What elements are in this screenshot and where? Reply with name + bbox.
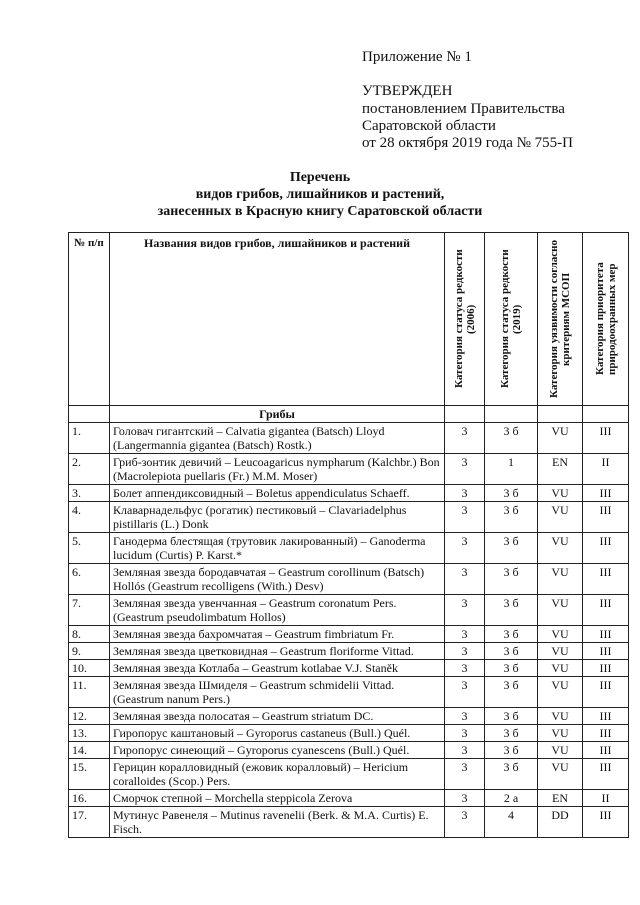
rarity-2006: 3 (445, 626, 485, 643)
rarity-2006: 3 (445, 660, 485, 677)
rarity-2019: 1 (485, 454, 538, 485)
iucn-category: VU (538, 502, 583, 533)
document-subtitle-2: занесенных в Красную книгу Саратовской области (157, 204, 483, 219)
species-name: Болет аппендиксовидный – Boletus appendiculatus Schaeff. (110, 485, 445, 502)
species-name: Гриб-зонтик девичий – Leucoagaricus nympharum (Kalchbr.) Bon (Macrolepiota puellaris (Fr.) M.M. Moser) (110, 454, 445, 485)
rarity-2019: 3 б (485, 595, 538, 626)
table-row (69, 708, 629, 725)
rarity-2006: 3 (445, 643, 485, 660)
priority-category: II (583, 454, 629, 485)
row-number: 8. (69, 626, 110, 643)
rarity-2006: 3 (445, 742, 485, 759)
table-row (69, 454, 629, 485)
species-name: Земляная звезда бахромчатая – Geastrum fimbriatum Fr. (110, 626, 445, 643)
rarity-2019: 3 б (485, 660, 538, 677)
table-row (69, 533, 629, 564)
rarity-2019: 3 б (485, 643, 538, 660)
col-header-rarity-2006: Категория статуса редкости (2006) (445, 233, 485, 406)
rarity-2019: 3 б (485, 423, 538, 454)
rarity-2006: 3 (445, 564, 485, 595)
iucn-category: VU (538, 759, 583, 790)
col-header-iucn: Категория уязвимости согласно критериям МСОП (538, 233, 583, 406)
rarity-2019: 3 б (485, 742, 538, 759)
rarity-2019: 3 б (485, 708, 538, 725)
priority-category: III (583, 502, 629, 533)
table-row (69, 502, 629, 533)
priority-category: III (583, 677, 629, 708)
row-number: 13. (69, 725, 110, 742)
rarity-2006: 3 (445, 708, 485, 725)
appendix-label: Приложение № 1 (362, 49, 472, 65)
row-number: 6. (69, 564, 110, 595)
iucn-category: VU (538, 485, 583, 502)
approved-line-2: Саратовской области (362, 118, 496, 134)
priority-category: II (583, 790, 629, 807)
rarity-2006: 3 (445, 595, 485, 626)
rarity-2019: 3 б (485, 725, 538, 742)
rarity-2006: 3 (445, 533, 485, 564)
priority-category: III (583, 595, 629, 626)
priority-category: III (583, 759, 629, 790)
rarity-2006: 3 (445, 423, 485, 454)
priority-category: III (583, 643, 629, 660)
table-row (69, 643, 629, 660)
row-number: 4. (69, 502, 110, 533)
rarity-2019: 3 б (485, 677, 538, 708)
rarity-2006: 3 (445, 485, 485, 502)
row-number: 2. (69, 454, 110, 485)
iucn-category: VU (538, 742, 583, 759)
approved-line-3: от 28 октября 2019 года № 755-П (362, 135, 574, 151)
table-row (69, 564, 629, 595)
priority-category: III (583, 533, 629, 564)
col-header-rarity-2019: Категория статуса редкости (2019) (485, 233, 538, 406)
species-name: Гиропорус синеющий – Gyroporus cyanescens (Bull.) Quél. (110, 742, 445, 759)
iucn-category: VU (538, 708, 583, 725)
priority-category: III (583, 807, 629, 838)
table-row (69, 423, 629, 454)
table-row (69, 485, 629, 502)
species-name: Мутинус Равенеля – Mutinus ravenelii (Berk. & M.A. Curtis) E. Fisch. (110, 807, 445, 838)
rarity-2006: 3 (445, 807, 485, 838)
iucn-category: VU (538, 725, 583, 742)
priority-category: III (583, 485, 629, 502)
species-name: Земляная звезда Котлаба – Geastrum kotlabae V.J. Staněk (110, 660, 445, 677)
row-number: 5. (69, 533, 110, 564)
species-name: Земляная звезда бородавчатая – Geastrum corollinum (Batsch) Hollós (Geastrum recolligens (With.) Desv) (110, 564, 445, 595)
species-name: Ганодерма блестящая (трутовик лакированный) – Ganoderma lucidum (Curtis) P. Karst.* (110, 533, 445, 564)
document-subtitle-1: видов грибов, лишайников и растений, (195, 187, 445, 202)
row-number: 7. (69, 595, 110, 626)
rarity-2006: 3 (445, 677, 485, 708)
species-name: Земляная звезда Шмиделя – Geastrum schmidelii Vittad. (Geastrum nanum Pers.) (110, 677, 445, 708)
table-row (69, 660, 629, 677)
table-row (69, 626, 629, 643)
priority-category: III (583, 660, 629, 677)
row-number: 3. (69, 485, 110, 502)
rarity-2019: 3 б (485, 533, 538, 564)
row-number: 14. (69, 742, 110, 759)
row-number: 10. (69, 660, 110, 677)
iucn-category: EN (538, 454, 583, 485)
iucn-category: VU (538, 626, 583, 643)
rarity-2006: 3 (445, 725, 485, 742)
section-label: Грибы (110, 406, 445, 423)
species-name: Головач гигантский – Calvatia gigantea (Batsch) Lloyd (Langermannia gigantea (Batsch) Rostk.) (110, 423, 445, 454)
species-name: Земляная звезда цветковидная – Geastrum floriforme Vittad. (110, 643, 445, 660)
table-row (69, 759, 629, 790)
table-row (69, 742, 629, 759)
iucn-category: VU (538, 643, 583, 660)
priority-category: III (583, 626, 629, 643)
priority-category: III (583, 708, 629, 725)
row-number: 1. (69, 423, 110, 454)
iucn-category: VU (538, 595, 583, 626)
rarity-2019: 3 б (485, 502, 538, 533)
approved-label: УТВЕРЖДЕН (362, 83, 453, 99)
table-row (69, 725, 629, 742)
row-number: 17. (69, 807, 110, 838)
rarity-2006: 3 (445, 759, 485, 790)
priority-category: III (583, 423, 629, 454)
table-row (69, 790, 629, 807)
species-name: Сморчок степной – Morchella steppicola Zerova (110, 790, 445, 807)
iucn-category: VU (538, 533, 583, 564)
priority-category: III (583, 725, 629, 742)
iucn-category: DD (538, 807, 583, 838)
col-header-priority: Категория приоритета природоохранных мер (583, 233, 629, 406)
rarity-2006: 3 (445, 790, 485, 807)
col-header-number: № п/п (69, 233, 110, 406)
table-row (69, 595, 629, 626)
iucn-category: VU (538, 677, 583, 708)
rarity-2019: 3 б (485, 485, 538, 502)
iucn-category: EN (538, 790, 583, 807)
rarity-2006: 3 (445, 502, 485, 533)
species-name: Клаварнадельфус (рогатик) пестиковый – Clavariadelphus pistillaris (L.) Donk (110, 502, 445, 533)
species-name: Герицин коралловидный (ежовик коралловый) – Hericium coralloides (Scop.) Pers. (110, 759, 445, 790)
iucn-category: VU (538, 660, 583, 677)
approved-line-1: постановлением Правительства (362, 101, 565, 117)
table-row (69, 807, 629, 838)
row-number: 15. (69, 759, 110, 790)
table-row (69, 677, 629, 708)
col-header-name: Названия видов грибов, лишайников и растений (110, 233, 445, 406)
iucn-category: VU (538, 423, 583, 454)
table-header-row (69, 233, 629, 406)
document-title: Перечень (289, 170, 351, 185)
rarity-2019: 3 б (485, 626, 538, 643)
priority-category: III (583, 564, 629, 595)
priority-category: III (583, 742, 629, 759)
iucn-category: VU (538, 564, 583, 595)
row-number: 9. (69, 643, 110, 660)
rarity-2006: 3 (445, 454, 485, 485)
row-number: 12. (69, 708, 110, 725)
row-number: 11. (69, 677, 110, 708)
row-number: 16. (69, 790, 110, 807)
species-name: Земляная звезда полосатая – Geastrum striatum DC. (110, 708, 445, 725)
red-book-table (68, 232, 629, 838)
species-name: Гиропорус каштановый – Gyroporus castaneus (Bull.) Quél. (110, 725, 445, 742)
species-name: Земляная звезда увенчанная – Geastrum coronatum Pers. (Geastrum pseudolimbatum Hollos) (110, 595, 445, 626)
rarity-2019: 3 б (485, 564, 538, 595)
rarity-2019: 2 а (485, 790, 538, 807)
section-row (69, 406, 629, 423)
rarity-2019: 4 (485, 807, 538, 838)
rarity-2019: 3 б (485, 759, 538, 790)
